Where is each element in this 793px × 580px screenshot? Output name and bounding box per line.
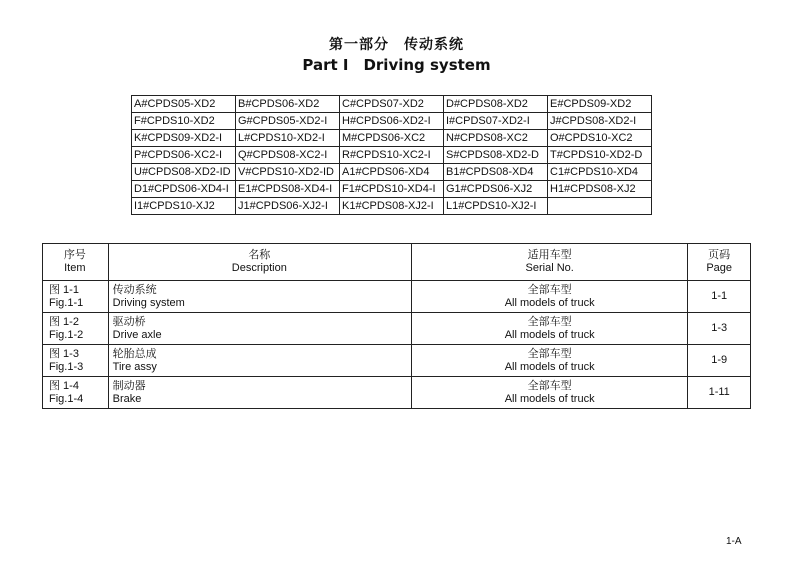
- item-en: Fig.1-3: [49, 360, 84, 373]
- model-cell: O#CPDS10-XC2: [548, 130, 652, 147]
- serial-cell: [411, 377, 687, 409]
- description-cell: [108, 345, 411, 377]
- header-page: [688, 244, 751, 281]
- models-row: [132, 96, 652, 113]
- serial-en: All models of truck: [504, 392, 595, 405]
- header-page-en: Page: [706, 262, 733, 274]
- section-title-english: Part I Driving system: [302, 56, 491, 74]
- model-cell-empty: [548, 198, 652, 215]
- description-cell: [108, 377, 411, 409]
- page-cell: 1-1: [688, 281, 751, 313]
- serial-cell: [411, 345, 687, 377]
- header-desc-cn: 名称: [248, 249, 271, 261]
- description-cell: [108, 281, 411, 313]
- contents-header-row: [43, 244, 751, 281]
- desc-cn: 轮胎总成: [112, 347, 157, 360]
- models-row: [132, 181, 652, 198]
- page-number: 1-A: [726, 536, 742, 547]
- model-cell: Q#CPDS08-XC2-I: [236, 147, 340, 164]
- models-row: [132, 130, 652, 147]
- model-cell: D1#CPDS06-XD4-I: [132, 181, 236, 198]
- header-serial: [411, 244, 687, 281]
- serial-cell: [411, 313, 687, 345]
- item-cell: [43, 281, 109, 313]
- model-cell: L1#CPDS10-XJ2-I: [444, 198, 548, 215]
- table-row: [43, 345, 751, 377]
- model-cell: C1#CPDS10-XD4: [548, 164, 652, 181]
- item-en: Fig.1-1: [49, 296, 84, 309]
- model-cell: B1#CPDS08-XD4: [444, 164, 548, 181]
- desc-en: Drive axle: [112, 328, 162, 341]
- item-en: Fig.1-2: [49, 328, 84, 341]
- serial-cn: 全部车型: [527, 315, 572, 328]
- desc-cn: 驱动桥: [112, 315, 146, 328]
- model-cell: H#CPDS06-XD2-I: [340, 113, 444, 130]
- model-cell: D#CPDS08-XD2: [444, 96, 548, 113]
- item-cell: [43, 313, 109, 345]
- model-cell: H1#CPDS08-XJ2: [548, 181, 652, 198]
- desc-cn: 制动器: [112, 379, 146, 392]
- page-cell: 1-3: [688, 313, 751, 345]
- contents-table: [42, 243, 751, 409]
- model-cell: K#CPDS09-XD2-I: [132, 130, 236, 147]
- description-cell: [108, 313, 411, 345]
- page-cell: 1-9: [688, 345, 751, 377]
- serial-cn: 全部车型: [527, 347, 572, 360]
- header-serial-en: Serial No.: [525, 262, 574, 274]
- serial-en: All models of truck: [504, 296, 595, 309]
- header-item-cn: 序号: [63, 249, 86, 261]
- serial-en: All models of truck: [504, 328, 595, 341]
- model-cell: N#CPDS08-XC2: [444, 130, 548, 147]
- serial-cn: 全部车型: [527, 379, 572, 392]
- page-cell: 1-11: [688, 377, 751, 409]
- model-cell: J#CPDS08-XD2-I: [548, 113, 652, 130]
- item-cn: 图 1-3: [49, 347, 79, 360]
- model-cell: G1#CPDS06-XJ2: [444, 181, 548, 198]
- applicable-models-table: [131, 95, 652, 215]
- item-cell: [43, 377, 109, 409]
- model-cell: R#CPDS10-XC2-I: [340, 147, 444, 164]
- model-cell: U#CPDS08-XD2-ID: [132, 164, 236, 181]
- serial-en: All models of truck: [504, 360, 595, 373]
- model-cell: F#CPDS10-XD2: [132, 113, 236, 130]
- model-cell: J1#CPDS06-XJ2-I: [236, 198, 340, 215]
- table-row: [43, 313, 751, 345]
- header-serial-cn: 适用车型: [527, 249, 572, 261]
- model-cell: A1#CPDS06-XD4: [340, 164, 444, 181]
- model-cell: V#CPDS10-XD2-ID: [236, 164, 340, 181]
- model-cell: L#CPDS10-XD2-I: [236, 130, 340, 147]
- item-en: Fig.1-4: [49, 392, 84, 405]
- model-cell: P#CPDS06-XC2-I: [132, 147, 236, 164]
- model-cell: A#CPDS05-XD2: [132, 96, 236, 113]
- model-cell: M#CPDS06-XC2: [340, 130, 444, 147]
- model-cell: K1#CPDS08-XJ2-I: [340, 198, 444, 215]
- header-desc-en: Description: [231, 262, 287, 274]
- header-item: [43, 244, 109, 281]
- header-item-en: Item: [64, 262, 86, 274]
- models-row: [132, 198, 652, 215]
- desc-en: Tire assy: [112, 360, 157, 373]
- desc-cn: 传动系统: [112, 283, 157, 296]
- header-description: [108, 244, 411, 281]
- models-row: [132, 113, 652, 130]
- item-cell: [43, 345, 109, 377]
- serial-cell: [411, 281, 687, 313]
- model-cell: B#CPDS06-XD2: [236, 96, 340, 113]
- desc-en: Brake: [112, 392, 142, 405]
- item-cn: 图 1-4: [49, 379, 79, 392]
- model-cell: I1#CPDS10-XJ2: [132, 198, 236, 215]
- desc-en: Driving system: [112, 296, 185, 309]
- section-title-chinese: 第一部分 传动系统: [329, 37, 464, 53]
- model-cell: F1#CPDS10-XD4-I: [340, 181, 444, 198]
- models-row: [132, 147, 652, 164]
- model-cell: E1#CPDS08-XD4-I: [236, 181, 340, 198]
- serial-cn: 全部车型: [527, 283, 572, 296]
- model-cell: T#CPDS10-XD2-D: [548, 147, 652, 164]
- table-row: [43, 377, 751, 409]
- model-cell: I#CPDS07-XD2-I: [444, 113, 548, 130]
- model-cell: C#CPDS07-XD2: [340, 96, 444, 113]
- models-row: [132, 164, 652, 181]
- table-row: [43, 281, 751, 313]
- item-cn: 图 1-2: [49, 315, 79, 328]
- item-cn: 图 1-1: [49, 283, 79, 296]
- header-page-cn: 页码: [708, 249, 731, 261]
- model-cell: E#CPDS09-XD2: [548, 96, 652, 113]
- model-cell: S#CPDS08-XD2-D: [444, 147, 548, 164]
- model-cell: G#CPDS05-XD2-I: [236, 113, 340, 130]
